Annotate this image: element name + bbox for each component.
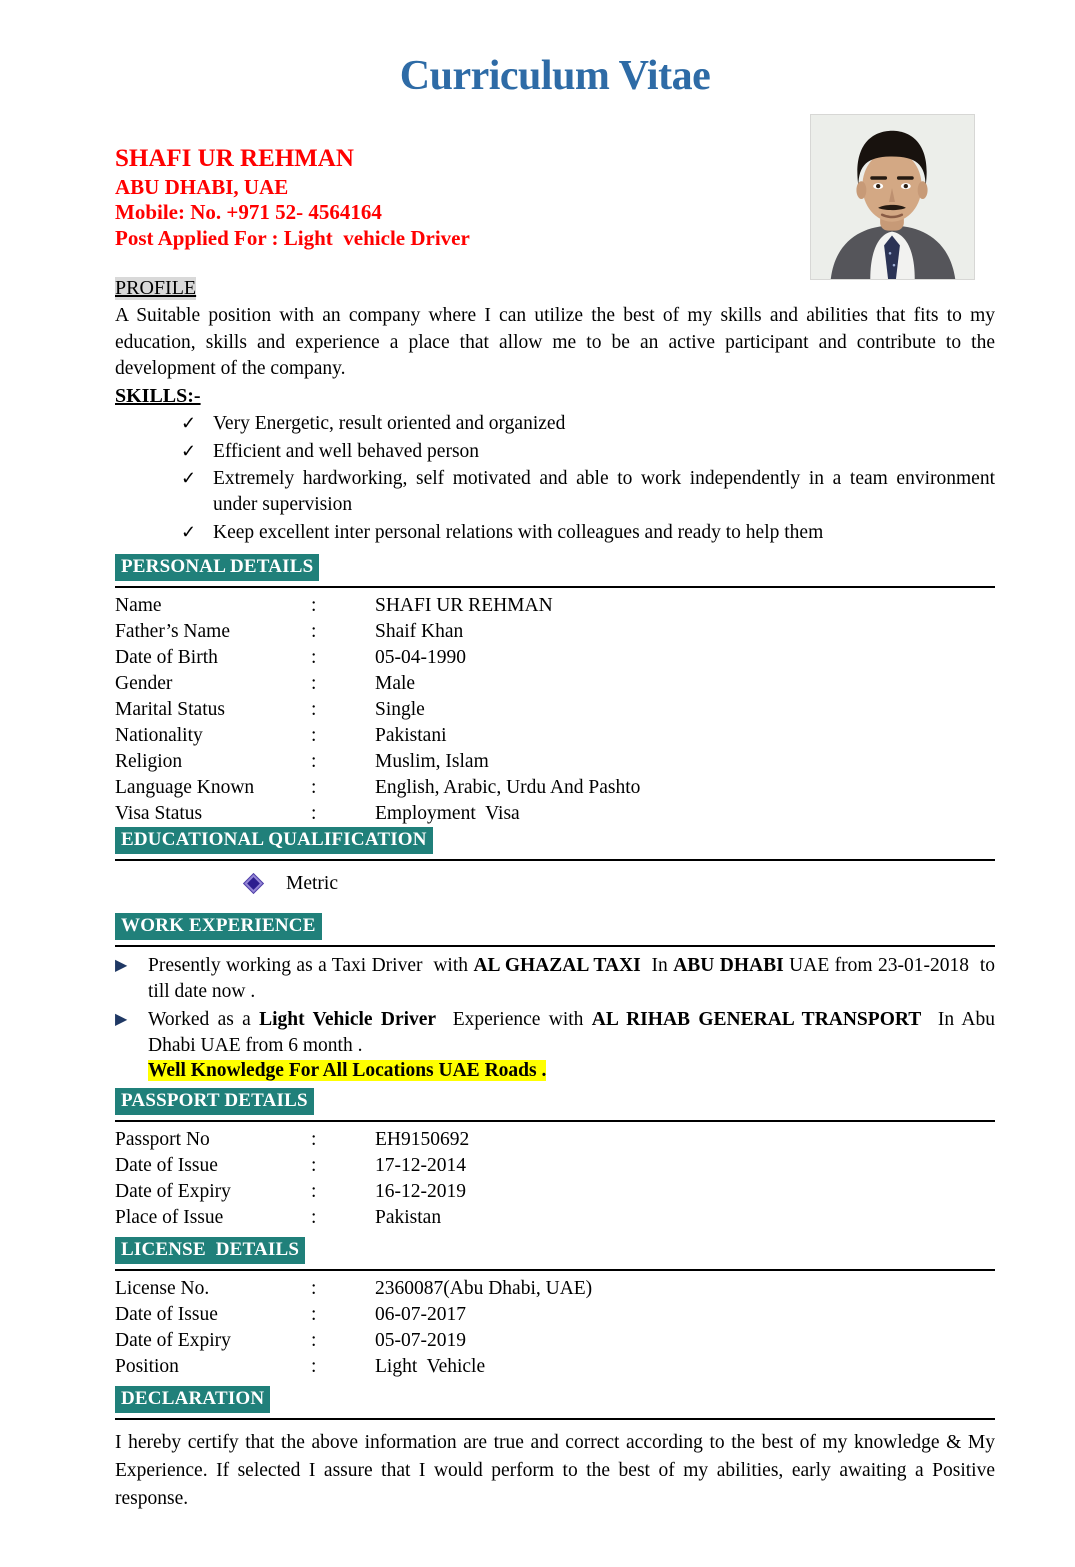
license-details-section <box>115 1237 995 1380</box>
row-label: Visa Status <box>115 802 203 824</box>
row-label: Father’s Name <box>115 620 230 642</box>
declaration-section <box>115 1386 995 1514</box>
row-colon: : <box>311 750 317 772</box>
table-row <box>115 723 995 749</box>
row-label: Language Known <box>115 776 255 798</box>
education-item-text: Metric <box>286 872 338 894</box>
education-heading: EDUCATIONAL QUALIFICATION <box>115 827 433 854</box>
checkmark-icon: ✓ <box>181 467 197 488</box>
row-colon: : <box>311 1206 317 1228</box>
skill-item <box>115 411 995 437</box>
row-label: Marital Status <box>115 698 225 720</box>
row-colon: : <box>311 594 317 616</box>
work-experience-item <box>115 953 1000 1006</box>
work-experience-item <box>115 1007 1000 1060</box>
row-label: Gender <box>115 672 173 694</box>
row-value: EH9150692 <box>375 1128 470 1150</box>
skill-item <box>115 466 995 519</box>
divider <box>115 1269 995 1271</box>
divider <box>115 1120 995 1122</box>
skill-text: Extremely hardworking, self motivated and able to work independently in a team environment under supervision <box>213 467 995 516</box>
row-label: Place of Issue <box>115 1206 224 1228</box>
applicant-mobile: Mobile: No. +971 52- 4564164 <box>115 200 382 225</box>
skill-text: Keep excellent inter personal relations with colleagues and ready to help them <box>213 521 824 543</box>
row-colon: : <box>311 1180 317 1202</box>
cv-page <box>0 52 1075 1567</box>
row-colon: : <box>311 620 317 642</box>
table-row <box>115 593 995 619</box>
table-row <box>115 1205 995 1231</box>
passport-details-heading: PASSPORT DETAILS <box>115 1088 314 1115</box>
table-row <box>115 1179 995 1205</box>
row-value: Shaif Khan <box>375 620 464 642</box>
row-value: Male <box>375 672 416 694</box>
row-label: License No. <box>115 1277 210 1299</box>
row-value: 17-12-2014 <box>375 1154 466 1176</box>
row-value: Single <box>375 698 425 720</box>
row-label: Position <box>115 1355 179 1377</box>
arrow-bullet-icon: ▶ <box>115 1010 128 1028</box>
portrait-illustration <box>811 115 974 279</box>
personal-details-heading: PERSONAL DETAILS <box>115 554 319 581</box>
row-colon: : <box>311 672 317 694</box>
skills-heading: SKILLS:- <box>115 385 201 408</box>
row-value: 05-04-1990 <box>375 646 466 668</box>
post-applied-for: Post Applied For : Light vehicle Driver <box>115 225 470 250</box>
declaration-heading: DECLARATION <box>115 1386 270 1413</box>
row-value: SHAFI UR REHMAN <box>375 594 553 616</box>
row-label: Date of Birth <box>115 646 218 668</box>
highlighted-text: Well Knowledge For All Locations UAE Roads . <box>148 1059 547 1081</box>
checkmark-icon: ✓ <box>181 413 197 434</box>
skills-list <box>115 411 995 546</box>
table-row <box>115 749 995 775</box>
table-row <box>115 1153 995 1179</box>
applicant-name: SHAFI UR REHMAN <box>115 145 354 172</box>
divider <box>115 945 995 947</box>
divider <box>115 586 995 588</box>
table-row <box>115 1328 995 1354</box>
personal-details-table <box>115 593 995 827</box>
profile-section <box>115 277 995 382</box>
row-colon: : <box>311 1303 317 1325</box>
row-value: 2360087(Abu Dhabi, UAE) <box>375 1277 593 1299</box>
education-section <box>115 827 995 895</box>
passport-details-section <box>115 1088 995 1231</box>
license-details-heading: LICENSE DETAILS <box>115 1237 305 1264</box>
license-details-table <box>115 1276 995 1380</box>
row-label: Name <box>115 594 162 616</box>
table-row <box>115 697 995 723</box>
table-row <box>115 1302 995 1328</box>
divider <box>115 859 995 861</box>
row-value: Pakistani <box>375 724 447 746</box>
skill-item <box>115 439 995 465</box>
row-label: Date of Issue <box>115 1303 218 1325</box>
knowledge-highlight <box>148 1060 995 1082</box>
profile-heading: PROFILE <box>115 277 197 300</box>
row-value: English, Arabic, Urdu And Pashto <box>375 776 641 798</box>
row-colon: : <box>311 1277 317 1299</box>
skill-text: Efficient and well behaved person <box>213 440 480 462</box>
work-experience-text: Presently working as a Taxi Driver with AL GHAZAL TAXI In ABU DHABI UAE from 23-01-2018 to till date now . <box>148 954 1000 1003</box>
work-experience-text: Worked as a Light Vehicle Driver Experience with AL RIHAB GENERAL TRANSPORT In Abu Dhabi UAE from 6 month . <box>148 1008 1000 1057</box>
table-row <box>115 619 995 645</box>
checkmark-icon: ✓ <box>181 440 197 461</box>
education-item <box>247 873 995 895</box>
personal-details-section <box>115 554 995 827</box>
row-colon: : <box>311 1154 317 1176</box>
table-row <box>115 645 995 671</box>
row-colon: : <box>311 1329 317 1351</box>
table-row <box>115 1354 995 1380</box>
table-row <box>115 1276 995 1302</box>
row-colon: : <box>311 776 317 798</box>
skill-item <box>115 520 995 546</box>
work-experience-section <box>115 913 1000 1082</box>
row-value: Employment Visa <box>375 802 520 824</box>
applicant-location: ABU DHABI, UAE <box>115 174 289 199</box>
row-colon: : <box>311 646 317 668</box>
passport-details-table <box>115 1127 995 1231</box>
declaration-text: I hereby certify that the above information are true and correct according to the best of my knowledge & My Experience. If selected I assure that I would perform to the best of my abilities, early awaiting a Positive response. <box>115 1431 995 1510</box>
row-label: Date of Issue <box>115 1154 218 1176</box>
table-row <box>115 801 995 827</box>
table-row <box>115 671 995 697</box>
row-colon: : <box>311 1128 317 1150</box>
divider <box>115 1418 995 1420</box>
row-label: Date of Expiry <box>115 1329 231 1351</box>
skill-text: Very Energetic, result oriented and organized <box>213 413 566 435</box>
row-label: Religion <box>115 750 183 772</box>
table-row <box>115 775 995 801</box>
profile-text: A Suitable position with an company where I can utilize the best of my skills and abilities that fits to my education, skills and experience a place that allow me to be an active participant and contribute to the development of the company. <box>115 305 995 379</box>
row-colon: : <box>311 802 317 824</box>
work-experience-heading: WORK EXPERIENCE <box>115 913 322 940</box>
row-value: 16-12-2019 <box>375 1180 466 1202</box>
table-row <box>115 1127 995 1153</box>
row-colon: : <box>311 724 317 746</box>
row-label: Date of Expiry <box>115 1180 231 1202</box>
row-value: 05-07-2019 <box>375 1329 466 1351</box>
row-value: 06-07-2017 <box>375 1303 466 1325</box>
row-label: Nationality <box>115 724 203 746</box>
row-label: Passport No <box>115 1128 210 1150</box>
page-title: Curriculum Vitae <box>399 53 711 99</box>
row-value: Light Vehicle <box>375 1355 486 1377</box>
row-value: Pakistan <box>375 1206 442 1228</box>
checkmark-icon: ✓ <box>181 521 197 542</box>
work-experience-list <box>115 953 1000 1082</box>
row-value: Muslim, Islam <box>375 750 489 772</box>
row-colon: : <box>311 698 317 720</box>
diamond-bullet-icon <box>244 875 262 893</box>
arrow-bullet-icon: ▶ <box>115 956 128 974</box>
row-colon: : <box>311 1355 317 1377</box>
applicant-photo <box>810 114 975 280</box>
